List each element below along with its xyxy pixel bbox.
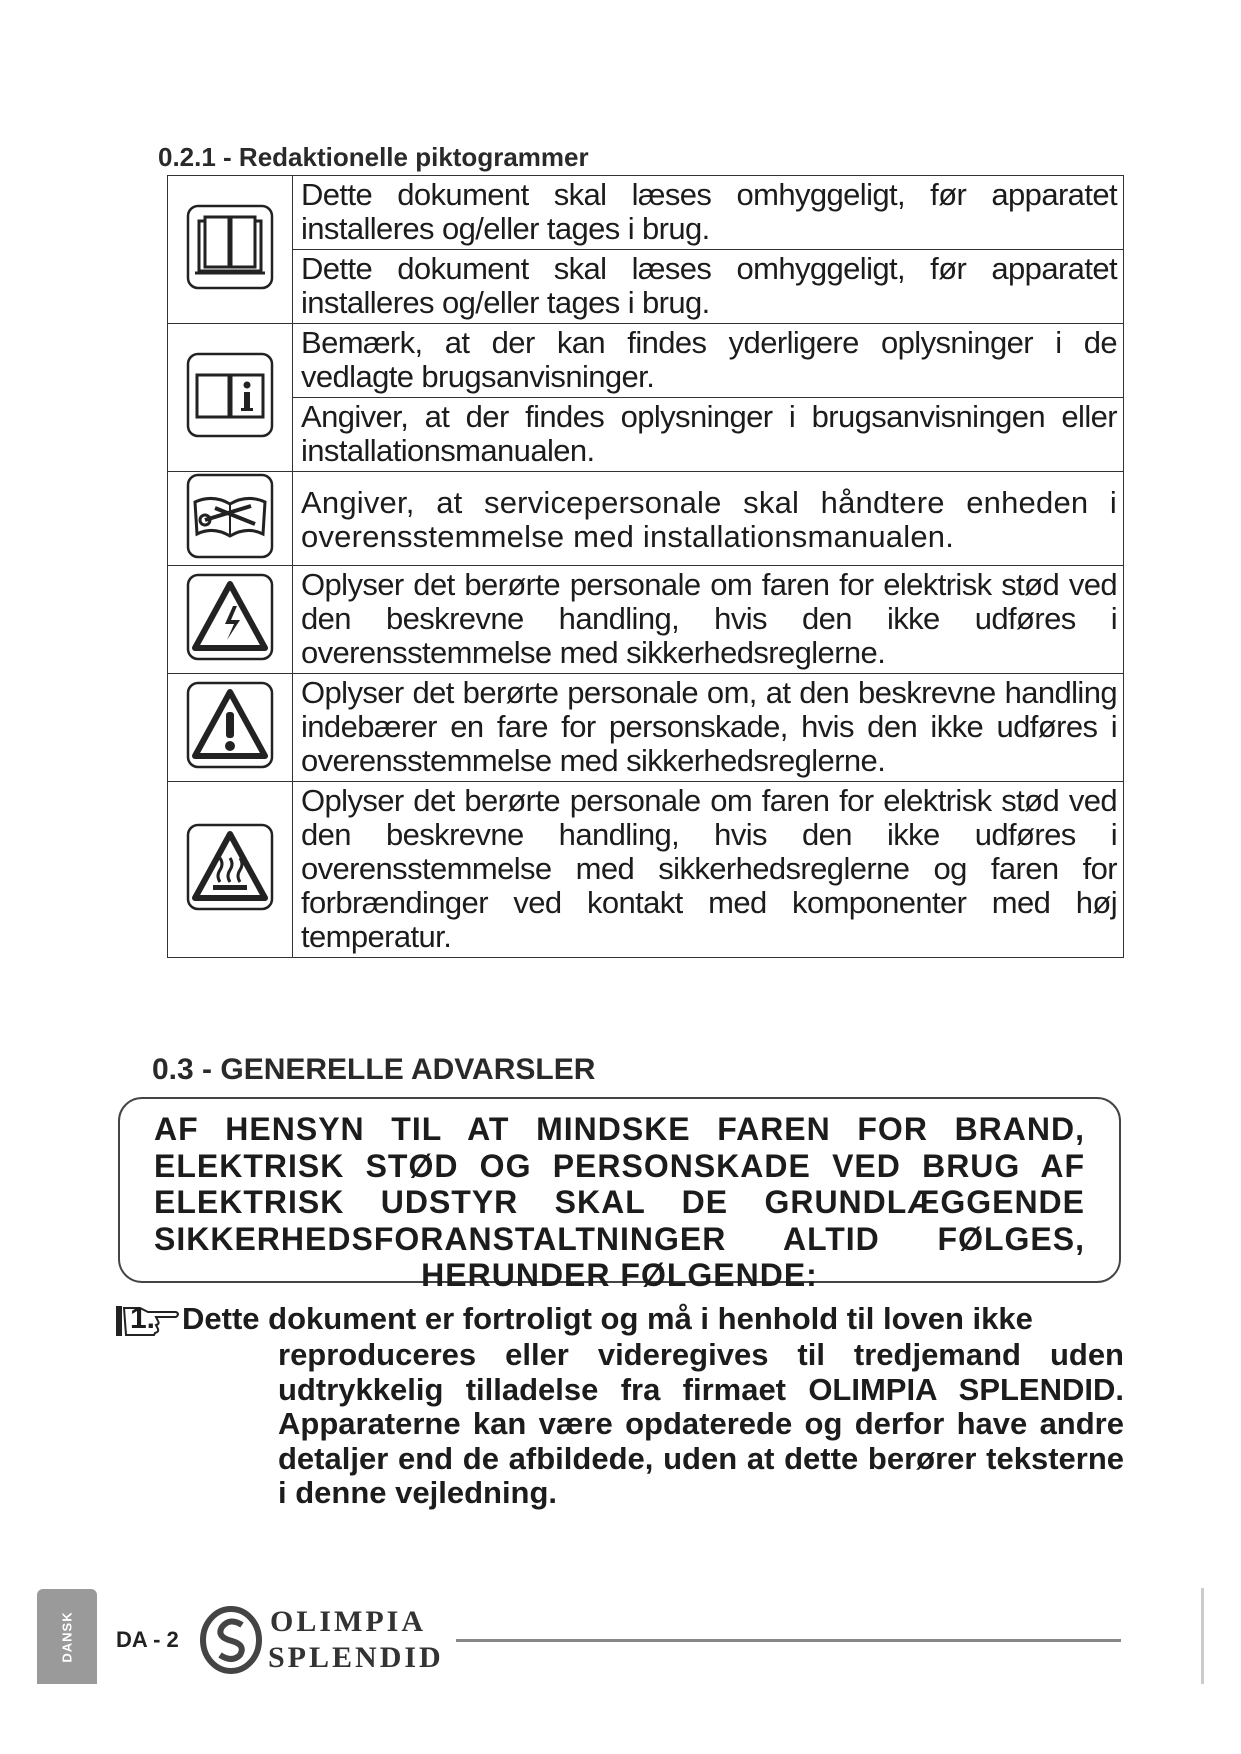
footer-divider: [456, 1639, 1121, 1642]
pictogram-description: Angiver, at der findes oplysninger i brugsanvisningen eller installationsmanualen.: [293, 398, 1124, 472]
pictogram-cell: [168, 324, 293, 472]
page-edge-divider: [1201, 1588, 1204, 1684]
pointing-hand-icon: [114, 1302, 182, 1338]
language-tab: [37, 1589, 97, 1684]
hot-surface-warning-icon: [185, 822, 275, 917]
section-heading-general-warnings: 0.3 - GENERELLE ADVARSLER: [152, 1053, 596, 1086]
pictogram-description: Oplyser det berørte personale om faren for elektrisk stød ved den beskrevne handling, hvis den ikke udføres i overensstemmelse med sikkerhedsreglerne og faren for forbrændinger ved kontakt med komponenter med høj temperatur.: [293, 782, 1124, 958]
item-text-body: reproduceres eller videregives til tredjemand uden udtrykkelig tilladelse fra firmaet OLIMPIA SPLENDID. Apparaterne kan være opdaterede og derfor have andre detaljer end de afbildede, uden at dette berører teksterne i denne vejledning.: [278, 1337, 1124, 1510]
item-number: 1.: [130, 1302, 156, 1335]
brand-name-line2: SPLENDID: [268, 1641, 444, 1674]
pictogram-cell: [168, 782, 293, 958]
pictogram-description: Angiver, at servicepersonale skal håndtere enheden i overensstemmelse med installationsmanualen.: [293, 472, 1124, 566]
pictogram-description: Oplyser det berørte personale om faren for elektrisk stød ved den beskrevne handling, hvis den ikke udføres i overensstemmelse med sikkerhedsreglerne.: [293, 566, 1124, 674]
electric-shock-warning-icon: [185, 572, 275, 667]
safety-warning-box: AF HENSYN TIL AT MINDSKE FAREN FOR BRAND, ELEKTRISK STØD OG PERSONSKADE VED BRUG AF ELEKTRISK UDSTYR SKAL DE GRUNDLÆGGENDE SIKKERHEDSFORANSTALTNINGER ALTID FØLGES, HERUNDER FØLGENDE:: [118, 1097, 1121, 1283]
list-item: [114, 1302, 1124, 1511]
language-label: DANSK: [59, 1610, 75, 1663]
info-manual-icon: [185, 351, 275, 444]
pictogram-description: Dette dokument skal læses omhyggeligt, før apparatet installeres og/eller tages i brug.: [293, 250, 1124, 324]
page-number: DA - 2: [116, 1627, 179, 1652]
brand-name-line1: OLIMPIA: [270, 1605, 426, 1638]
item-text-first-line: Dette dokument er fortroligt og må i henhold til loven ikke: [182, 1301, 1033, 1336]
pictogram-table: [167, 175, 1124, 958]
pictogram-description: Dette dokument skal læses omhyggeligt, før apparatet installeres og/eller tages i brug.: [293, 176, 1124, 250]
book-icon: [185, 203, 275, 296]
pictogram-description: Oplyser det berørte personale om, at den beskrevne handling indebærer en fare for personskade, hvis den ikke udføres i overensstemmelse med sikkerhedsreglerne.: [293, 674, 1124, 782]
general-warning-icon: [185, 680, 275, 775]
pictogram-description: Bemærk, at der kan findes yderligere oplysninger i de vedlagte brugsanvisninger.: [293, 324, 1124, 398]
pictogram-cell: [168, 674, 293, 782]
section-heading-pictograms: 0.2.1 - Redaktionelle piktogrammer: [158, 142, 589, 172]
pictogram-cell: [168, 472, 293, 566]
service-manual-icon: [185, 472, 275, 565]
pictogram-cell: [168, 566, 293, 674]
olimpia-splendid-logo-icon: [196, 1605, 266, 1680]
pictogram-cell: [168, 176, 293, 324]
